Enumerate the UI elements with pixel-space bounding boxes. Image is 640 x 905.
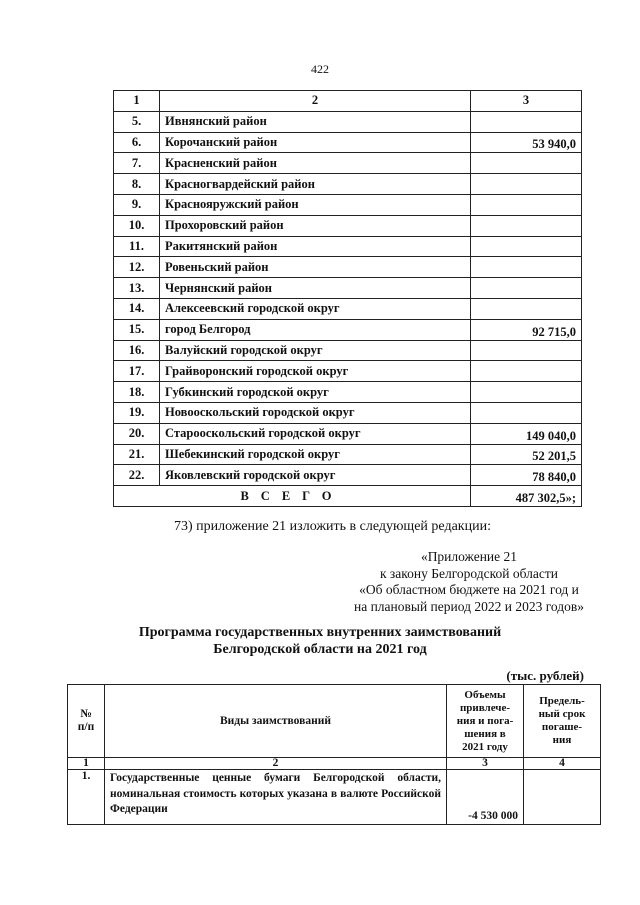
column-number: 3 — [447, 758, 524, 770]
row-district: город Белгород — [160, 319, 471, 340]
amendment-paragraph: 73) приложение 21 изложить в следующей редакции: — [174, 519, 491, 534]
row-district: Валуйский городской округ — [160, 340, 471, 361]
program-title — [0, 624, 640, 658]
header-volume-line: Объемы — [464, 688, 506, 701]
header-volume-line: ния и пога- — [456, 714, 514, 727]
column-number: 2 — [105, 758, 447, 770]
table-row — [114, 423, 582, 444]
row-amount — [471, 236, 582, 257]
table-row — [114, 278, 582, 299]
table-row — [114, 153, 582, 174]
row-number: 21. — [114, 444, 160, 465]
row-district: Красногвардейский район — [160, 174, 471, 195]
header-term-line: ния — [552, 734, 572, 746]
row-amount — [471, 298, 582, 319]
header-borrowing-type: Виды заимствований — [105, 685, 447, 758]
header-volume-line: 2021 году — [462, 740, 508, 753]
row-number: 5. — [114, 111, 160, 132]
row-number: 10. — [114, 215, 160, 236]
row-amount: 92 715,0 — [471, 319, 582, 340]
header-volume — [447, 685, 524, 758]
row-volume: -4 530 000 — [447, 770, 524, 825]
row-amount — [471, 194, 582, 215]
row-amount: 149 040,0 — [471, 423, 582, 444]
row-district: Шебекинский городской округ — [160, 444, 471, 465]
row-number: 16. — [114, 340, 160, 361]
column-numbers-row — [68, 758, 601, 770]
total-row — [114, 486, 582, 507]
page-number: 422 — [311, 62, 329, 76]
table-row — [114, 298, 582, 319]
row-amount — [471, 402, 582, 423]
table-row — [114, 132, 582, 153]
borrowing-table-header — [68, 685, 601, 758]
table-row — [114, 194, 582, 215]
row-number: 12. — [114, 257, 160, 278]
table-row — [114, 465, 582, 486]
row-number: 19. — [114, 402, 160, 423]
appendix-line: «Приложение 21 — [420, 549, 518, 564]
header-term-line: ный срок — [538, 708, 586, 720]
row-amount — [471, 174, 582, 195]
row-number: 15. — [114, 319, 160, 340]
units-label: (тыс. рублей) — [506, 668, 584, 683]
header-col-2: 2 — [160, 91, 471, 112]
column-number: 1 — [68, 758, 105, 770]
column-number: 4 — [524, 758, 601, 770]
appendix-line: к закону Белгородской области — [379, 565, 558, 581]
table-row — [114, 174, 582, 195]
row-amount — [471, 111, 582, 132]
table-row — [114, 257, 582, 278]
table-row — [114, 382, 582, 403]
header-number-line: п/п — [77, 721, 95, 733]
total-label: ВСЕГО — [114, 486, 471, 507]
table-row — [114, 236, 582, 257]
row-number: 17. — [114, 361, 160, 382]
row-number: 1. — [68, 770, 105, 825]
row-district: Красненский район — [160, 153, 471, 174]
row-amount — [471, 153, 582, 174]
row-district: Грайворонский городской округ — [160, 361, 471, 382]
row-amount — [471, 382, 582, 403]
table-row — [114, 361, 582, 382]
row-number: 9. — [114, 194, 160, 215]
appendix-heading — [354, 549, 584, 615]
header-term — [524, 685, 601, 758]
header-volume-line: привлече- — [459, 701, 511, 714]
table-row — [114, 111, 582, 132]
table-row — [114, 340, 582, 361]
row-district: Губкинский городской округ — [160, 382, 471, 403]
row-number: 6. — [114, 132, 160, 153]
table-row — [114, 319, 582, 340]
row-term — [524, 770, 601, 825]
row-number: 20. — [114, 423, 160, 444]
program-title-line: Программа государственных внутренних заимствований — [138, 625, 502, 640]
row-amount — [471, 257, 582, 278]
allocation-table-header — [114, 91, 582, 112]
row-number: 7. — [114, 153, 160, 174]
header-number-line: № — [80, 708, 92, 720]
row-amount — [471, 340, 582, 361]
row-number: 14. — [114, 298, 160, 319]
row-district: Краснояружский район — [160, 194, 471, 215]
row-amount: 53 940,0 — [471, 132, 582, 153]
row-district: Корочанский район — [160, 132, 471, 153]
appendix-line: на плановый период 2022 и 2023 годов» — [353, 598, 584, 614]
table-row — [68, 770, 601, 825]
row-district: Алексеевский городской округ — [160, 298, 471, 319]
allocation-table — [113, 90, 582, 507]
header-volume-line: шения в — [464, 727, 506, 740]
header-col-3: 3 — [471, 91, 582, 112]
row-amount — [471, 278, 582, 299]
header-col-1: 1 — [114, 91, 160, 112]
row-district: Чернянский район — [160, 278, 471, 299]
total-amount: 487 302,5»; — [471, 486, 582, 507]
header-number — [68, 685, 105, 758]
row-amount — [471, 215, 582, 236]
row-district: Ракитянский район — [160, 236, 471, 257]
row-district: Яковлевский городской округ — [160, 465, 471, 486]
header-term-line: погаше- — [541, 721, 583, 733]
row-district: Ивнянский район — [160, 111, 471, 132]
row-description: Государственные ценные бумаги Белгородской области, номинальная стоимость которых указана в валюте Российской Федерации — [105, 770, 447, 825]
table-row — [114, 402, 582, 423]
row-district: Прохоровский район — [160, 215, 471, 236]
row-number: 18. — [114, 382, 160, 403]
program-title-line: Белгородской области на 2021 год — [213, 642, 427, 657]
table-row — [114, 215, 582, 236]
row-number: 8. — [114, 174, 160, 195]
row-amount: 78 840,0 — [471, 465, 582, 486]
appendix-line: «Об областном бюджете на 2021 год и — [359, 582, 579, 597]
row-number: 13. — [114, 278, 160, 299]
borrowing-table — [67, 684, 601, 825]
table-row — [114, 444, 582, 465]
row-amount: 52 201,5 — [471, 444, 582, 465]
row-amount — [471, 361, 582, 382]
row-number: 22. — [114, 465, 160, 486]
row-district: Старооскольский городской округ — [160, 423, 471, 444]
row-number: 11. — [114, 236, 160, 257]
row-district: Ровеньский район — [160, 257, 471, 278]
header-term-line: Предель- — [539, 695, 585, 707]
row-district: Новооскольский городской округ — [160, 402, 471, 423]
